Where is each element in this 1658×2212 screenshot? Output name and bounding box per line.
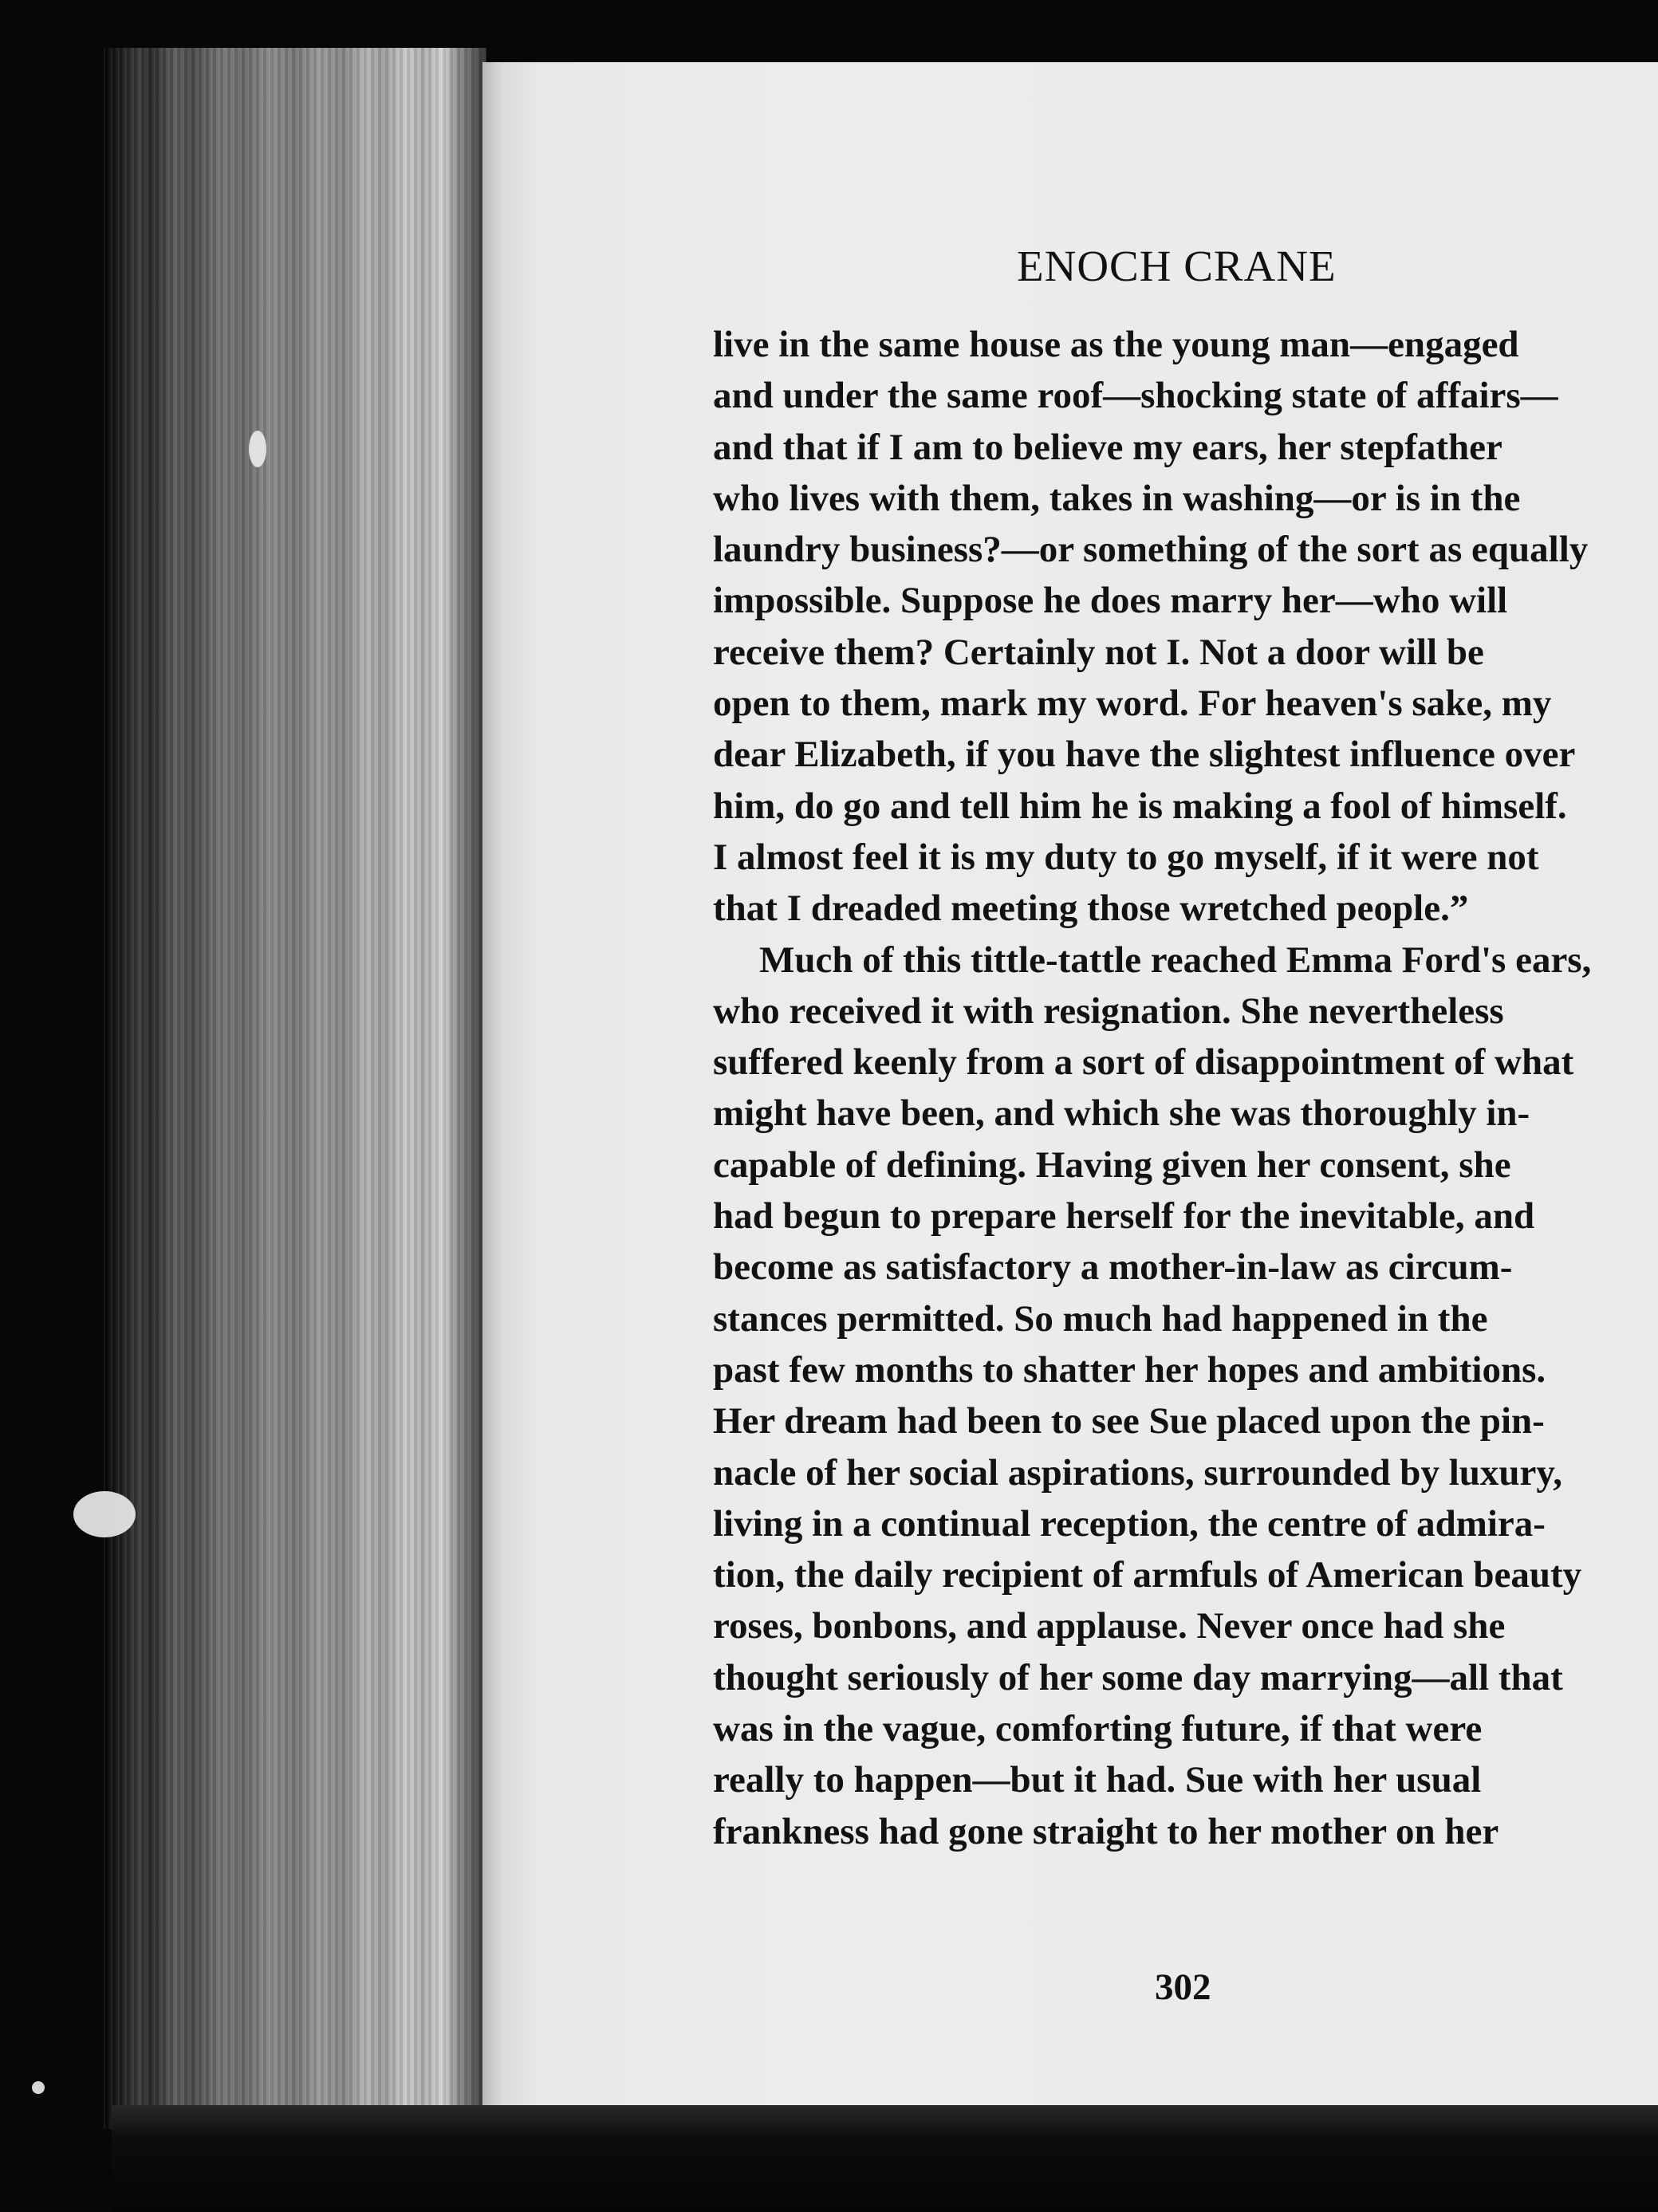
- text-line: that I dreaded meeting those wretched people.”: [713, 888, 1469, 930]
- text-line: laundry business?—or something of the sort as equally: [713, 529, 1589, 571]
- text-line: I almost feel it is my duty to go myself, if it were not: [713, 836, 1539, 878]
- body-text: [713, 319, 1658, 1857]
- page-bottom-shadow: [112, 2105, 1658, 2212]
- text-line: had begun to prepare herself for the inevitable, and: [713, 1195, 1535, 1238]
- text-line: roses, bonbons, and applause. Never once had she: [713, 1605, 1506, 1647]
- text-line: was in the vague, comforting future, if that were: [713, 1708, 1483, 1750]
- text-line: and that if I am to believe my ears, her stepfather: [713, 426, 1502, 468]
- text-line: might have been, and which she was thoroughly in-: [713, 1092, 1530, 1135]
- text-line: become as satisfactory a mother-in-law as circum-: [713, 1246, 1513, 1289]
- scan-blemish: [32, 2081, 45, 2094]
- text-line: dear Elizabeth, if you have the slightest influence over: [713, 734, 1576, 776]
- scan-blemish: [73, 1491, 136, 1537]
- page-edges: [104, 48, 486, 2129]
- text-line: receive them? Certainly not I. Not a door will be: [713, 631, 1484, 673]
- text-line: suffered keenly from a sort of disappointment of what: [713, 1041, 1574, 1084]
- text-line: frankness had gone straight to her mother on her: [713, 1810, 1499, 1852]
- text-line: Much of this tittle-tattle reached Emma Ford's ears,: [759, 939, 1592, 981]
- scan-blemish: [249, 431, 266, 467]
- text-line: capable of defining. Having given her consent, she: [713, 1143, 1511, 1186]
- text-line: who received it with resignation. She nevertheless: [713, 990, 1504, 1032]
- page-number: 302: [1155, 1966, 1211, 2008]
- text-line: tion, the daily recipient of armfuls of American beauty: [713, 1554, 1582, 1596]
- text-line: past few months to shatter her hopes and ambitions.: [713, 1348, 1546, 1391]
- text-line: really to happen—but it had. Sue with her usual: [713, 1759, 1482, 1801]
- text-line: thought seriously of her some day marrying—all that: [713, 1656, 1563, 1698]
- text-line: stances permitted. So much had happened in the: [713, 1297, 1488, 1340]
- text-line: who lives with them, takes in washing—or is in the: [713, 477, 1521, 519]
- text-line: living in a continual reception, the centre of admira-: [713, 1502, 1546, 1545]
- text-line: and under the same roof—shocking state of affairs—: [713, 375, 1558, 417]
- text-line: live in the same house as the young man—engaged: [713, 324, 1519, 365]
- text-line: Her dream had been to see Sue placed upon the pin-: [713, 1400, 1545, 1443]
- text-line: impossible. Suppose he does marry her—who will: [713, 580, 1508, 622]
- text-line: open to them, mark my word. For heaven's sake, my: [713, 683, 1552, 725]
- text-line: him, do go and tell him he is making a fool of himself.: [713, 785, 1567, 827]
- running-head: ENOCH CRANE: [1017, 242, 1337, 290]
- text-line: nacle of her social aspirations, surrounded by luxury,: [713, 1451, 1563, 1494]
